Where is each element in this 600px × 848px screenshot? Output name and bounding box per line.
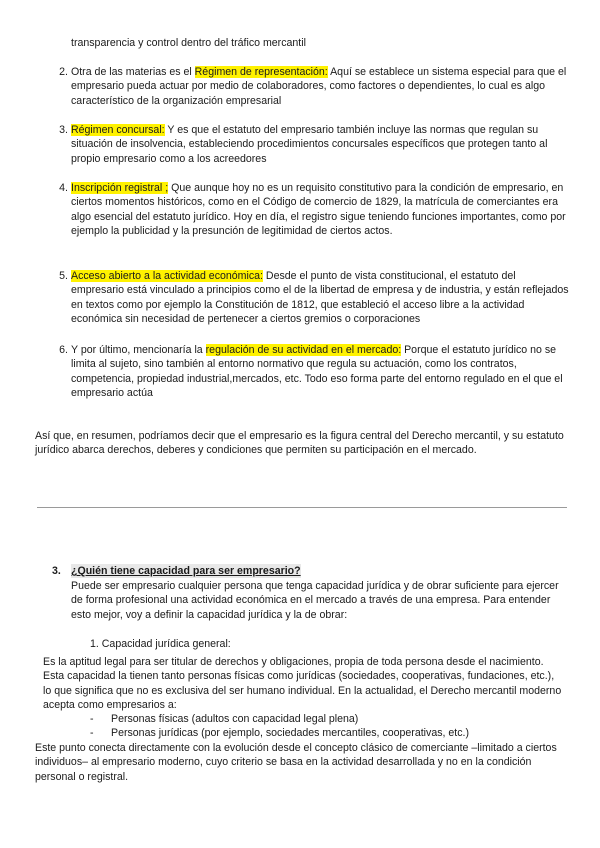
item-text-after: Porque el estatuto jurídico no se limita al sujeto, sino también al entorno normativo que regula su actuación, como los contratos, competencia, propiedad industrial,mercados, etc. Todo eso forma parte del entorno regulado en el que el empresario actúa xyxy=(71,344,563,400)
item-number: 5. xyxy=(59,270,68,282)
item-highlight: Régimen concursal: xyxy=(71,124,165,136)
item-highlight: regulación de su actividad en el mercado: xyxy=(205,344,402,356)
item-text xyxy=(71,123,571,166)
bullet-text: Personas físicas (adultos con capacidad legal plena) xyxy=(111,713,359,725)
item-number: 6. xyxy=(59,344,68,356)
section-body: Puede ser empresario cualquier persona que tenga capacidad jurídica y de obrar suficiente para ejercer de forma profesional una actividad económica en el mercado a través de una empresa. Para entender esto mejor, voy a definir la capacidad jurídica y la de obrar: xyxy=(71,580,559,621)
bullet-dash: - xyxy=(90,727,94,739)
summary-paragraph: Así que, en resumen, podríamos decir que el empresario es la figura central del Derecho mercantil, y su estatuto jurídico abarca derechos, deberes y condiciones que permiten su participación en el mercado. xyxy=(35,430,564,457)
item-text-before: Y por último, mencionaría la xyxy=(71,344,206,356)
bullet-item xyxy=(90,712,358,726)
item-text-before: Otra de las materias es el xyxy=(71,66,195,78)
definition-paragraph: Es la aptitud legal para ser titular de derechos y obligaciones, propia de toda persona desde el nacimiento. Esta capacidad la tienen tanto personas físicas como jurídicas (sociedades, cooperativas, fundaciones, etc.), lo que significa que no es exclusiva del ser humano individual. En la actualidad, el Derecho mercantil moderno acepta como empresarios a: xyxy=(43,656,562,712)
item-text-after: Desde el punto de vista constitucional, el estatuto del empresario está vinculado a principios como el de la libertad de empresa y de industria, y están reflejados en textos como por ejemplo la Constitución de 1812, que estableció el acceso libre a la actividad económica sin necesidad de pertenecer a ciertos gremios o corporaciones xyxy=(71,270,569,326)
bullet-text: Personas jurídicas (por ejemplo, sociedades mercantiles, cooperativas, etc.) xyxy=(111,727,469,739)
item-text-after: Que aunque hoy no es un requisito constitutivo para la condición de empresario, en ciertos momentos históricos, como en el Código de comercio de 1829, la matrícula de comerciantes era algo esencial del estatuto jurídico. Hoy en día, el registro sigue teniendo funciones importantes, como por ejemplo la publicidad y la presunción de legitimidad de ciertos actos. xyxy=(71,182,566,238)
subitem-heading: 1. Capacidad jurídica general: xyxy=(90,638,231,650)
item-text-after: Aquí se establece un sistema especial para que el empresario pueda actuar por medio de colaboradores, como factores o dependientes, lo cual es algo característico de la organización empresarial xyxy=(71,66,567,107)
section-number: 3. xyxy=(52,565,61,577)
bullet-dash: - xyxy=(90,713,94,725)
intro-continuation: transparencia y control dentro del tráfico mercantil xyxy=(71,37,306,49)
item-highlight: Acceso abierto a la actividad económica: xyxy=(71,270,263,282)
item-text xyxy=(71,181,571,239)
item-highlight: Inscripción registral ; xyxy=(71,182,169,194)
item-text xyxy=(71,65,571,108)
item-number: 4. xyxy=(59,182,68,194)
section-title: ¿Quién tiene capacidad para ser empresario? xyxy=(71,565,301,577)
item-highlight: Régimen de representación: xyxy=(194,66,328,78)
item-text xyxy=(71,343,571,401)
section-divider xyxy=(37,507,567,508)
bullet-item xyxy=(90,726,469,740)
item-number: 3. xyxy=(59,124,68,136)
item-text-after: Y es que el estatuto del empresario también incluye las normas que regulan su situación de insolvencia, estableciendo procedimientos concursales específicos que protegen tanto al propio empresario como a los acreedores xyxy=(71,124,548,165)
closing-paragraph: Este punto conecta directamente con la evolución desde el concepto clásico de comerciante –limitado a ciertos individuos– al empresario moderno, cuyo criterio se basa en la actividad desarrollada y no en la condición personal o registral. xyxy=(35,742,557,783)
item-text xyxy=(71,269,571,327)
item-number: 2. xyxy=(59,66,68,78)
